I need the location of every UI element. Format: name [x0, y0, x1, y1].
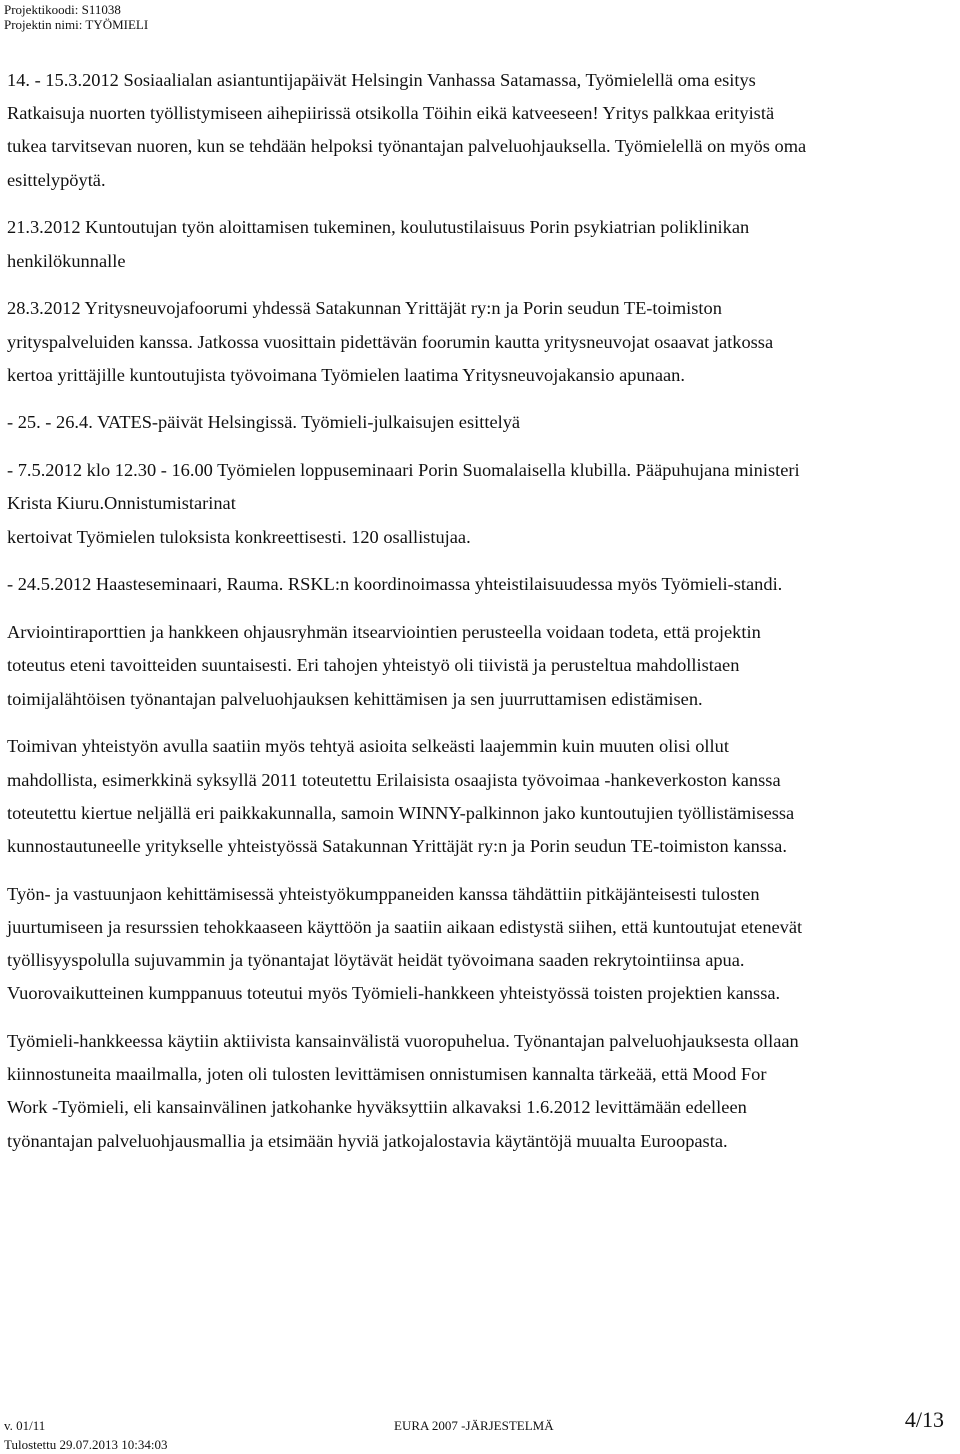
paragraph-sosiaalialan-asiantuntijapaivat: [7, 64, 954, 197]
text-line: - 25. - 26.4. VATES-päivät Helsingissä. Työmieli-julkaisujen esittelyä: [7, 412, 521, 433]
text-line: Työn- ja vastuunjaon kehittämisessä yhteistyökumppaneiden kanssa tähdättiin pitkäjänteisesti tulosten: [7, 883, 760, 904]
paragraph-loppuseminaari: [7, 454, 954, 554]
text-line: toteutettu kiertue neljällä eri paikkakunnalla, samoin WINNY-palkinnon jako kuntoutujien työllistämisessa: [7, 802, 795, 823]
text-line: Arviointiraporttien ja hankkeen ohjausryhmän itsearviointien perusteella voidaan todeta, että projektin: [7, 622, 761, 643]
paragraph-kuntoutujan-tyon-aloittaminen: [7, 211, 954, 277]
paragraph-yritysneuvojafoorumi: [7, 292, 954, 392]
text-line: - 24.5.2012 Haasteseminaari, Rauma. RSKL:n koordinoimassa yhteistilaisuudessa myös Työmieli-standi.: [7, 574, 783, 595]
paragraph-tyon-ja-vastuunjako: [7, 878, 954, 1011]
text-line: 21.3.2012 Kuntoutujan työn aloittamisen tukeminen, koulutustilaisuus Porin psykiatrian poliklinikan: [7, 217, 750, 238]
text-line: esittelypöytä.: [7, 169, 106, 190]
text-line: 28.3.2012 Yritysneuvojafoorumi yhdessä Satakunnan Yrittäjät ry:n ja Porin seudun TE-toimiston: [7, 298, 722, 319]
footer-version: v. 01/11: [4, 1418, 46, 1433]
paragraph-vates-paivat: [7, 406, 954, 439]
text-line: Vuorovaikutteinen kumppanuus toteutui myös Työmieli-hankkeen yhteistyössä toisten projektien kanssa.: [7, 983, 781, 1004]
text-line: Work -Työmieli, eli kansainvälinen jatkohanke hyväksyttiin alkavaksi 1.6.2012 levittämään edelleen: [7, 1097, 747, 1118]
paragraph-toimiva-yhteistyo: [7, 730, 954, 863]
text-line: kertoivat Työmielen tuloksista konkreettisesti. 120 osallistujaa.: [7, 526, 471, 547]
project-name: Projektin nimi: TYÖMIELI: [4, 17, 149, 32]
text-line: kiinnostuneita maailmalla, joten oli tulosten levittämisen onnistumisen kannalta tärkeää, että Mood For: [7, 1064, 767, 1085]
text-line: juurtumiseen ja resurssien tehokkaaseen käyttöön ja saatiin aikaan edistystä siihen, että kuntoutujat etenevät: [7, 916, 803, 937]
text-line: Ratkaisuja nuorten työllistymiseen aihepiirissä otsikolla Töihin eikä katveeseen! Yritys palkkaa erityistä: [7, 103, 775, 124]
footer-system: EURA 2007 -JÄRJESTELMÄ: [394, 1418, 554, 1433]
text-line: 14. - 15.3.2012 Sosiaalialan asiantuntijapäivät Helsingin Vanhassa Satamassa, Työmielellä oma esitys: [7, 70, 756, 90]
text-line: Toimivan yhteistyön avulla saatiin myös tehtyä asioita selkeästi laajemmin kuin muuten olisi ollut: [7, 736, 729, 757]
text-line: työnantajan palveluohjausmallia ja etsimään hyviä jatkojalostavia käytäntöjä muualta Euroopasta.: [7, 1130, 728, 1151]
text-line: kunnostautuneelle yritykselle yhteistyössä Satakunnan Yrittäjät ry:n ja Porin seudun TE-toimiston kanssa.: [7, 835, 787, 856]
text-line: henkilökunnalle: [7, 250, 126, 271]
text-line: toteutus eteni tavoitteiden suuntaisesti. Eri tahojen yhteistyö oli tiivistä ja perusteltua mahdollistaen: [7, 655, 740, 676]
text-line: työllisyyspolulla sujuvammin ja työnantajat löytävät heidät työvoimana saaden rekrytointiinsa apua.: [7, 950, 745, 971]
text-line: Krista Kiuru.Onnistumistarinat: [7, 493, 236, 514]
text-line: - 7.5.2012 klo 12.30 - 16.00 Työmielen loppuseminaari Porin Suomalaisella klubilla. Pääpuhujana ministeri: [7, 460, 800, 481]
text-line: mahdollista, esimerkkinä syksyllä 2011 toteutettu Erilaisista osaajista työvoimaa -hankeverkoston kanssa: [7, 769, 781, 790]
paragraph-haasteseminaari: [7, 568, 954, 601]
text-line: tukea tarvitsevan nuoren, kun se tehdään helpoksi työnantajan palveluohjauksella. Työmielellä on myös oma: [7, 136, 807, 157]
text-line: Työmieli-hankkeessa käytiin aktiivista kansainvälistä vuoropuhelua. Työnantajan palveluohjauksesta ollaan: [7, 1031, 799, 1052]
text-line: toimijalähtöisen työnantajan palveluohjauksen kehittämisen ja sen juurruttamisen edistämisen.: [7, 688, 703, 709]
document-body: [7, 64, 954, 1158]
paragraph-kansainvalinen-vuoropuhelu: [7, 1025, 954, 1158]
text-line: yrityspalveluiden kanssa. Jatkossa vuosittain pidettävän foorumin kautta yritysneuvojat osaavat jatkossa: [7, 331, 774, 352]
footer-print-timestamp: Tulostettu 29.07.2013 10:34:03: [4, 1437, 168, 1452]
paragraph-arviointiraportit: [7, 616, 954, 716]
text-line: kertoa yrittäjille kuntoutujista työvoimana Työmielen laatima Yritysneuvojakansio apunaan.: [7, 364, 685, 385]
project-code: Projektikoodi: S11038: [4, 2, 121, 17]
page-number: 4/13: [904, 1407, 944, 1432]
